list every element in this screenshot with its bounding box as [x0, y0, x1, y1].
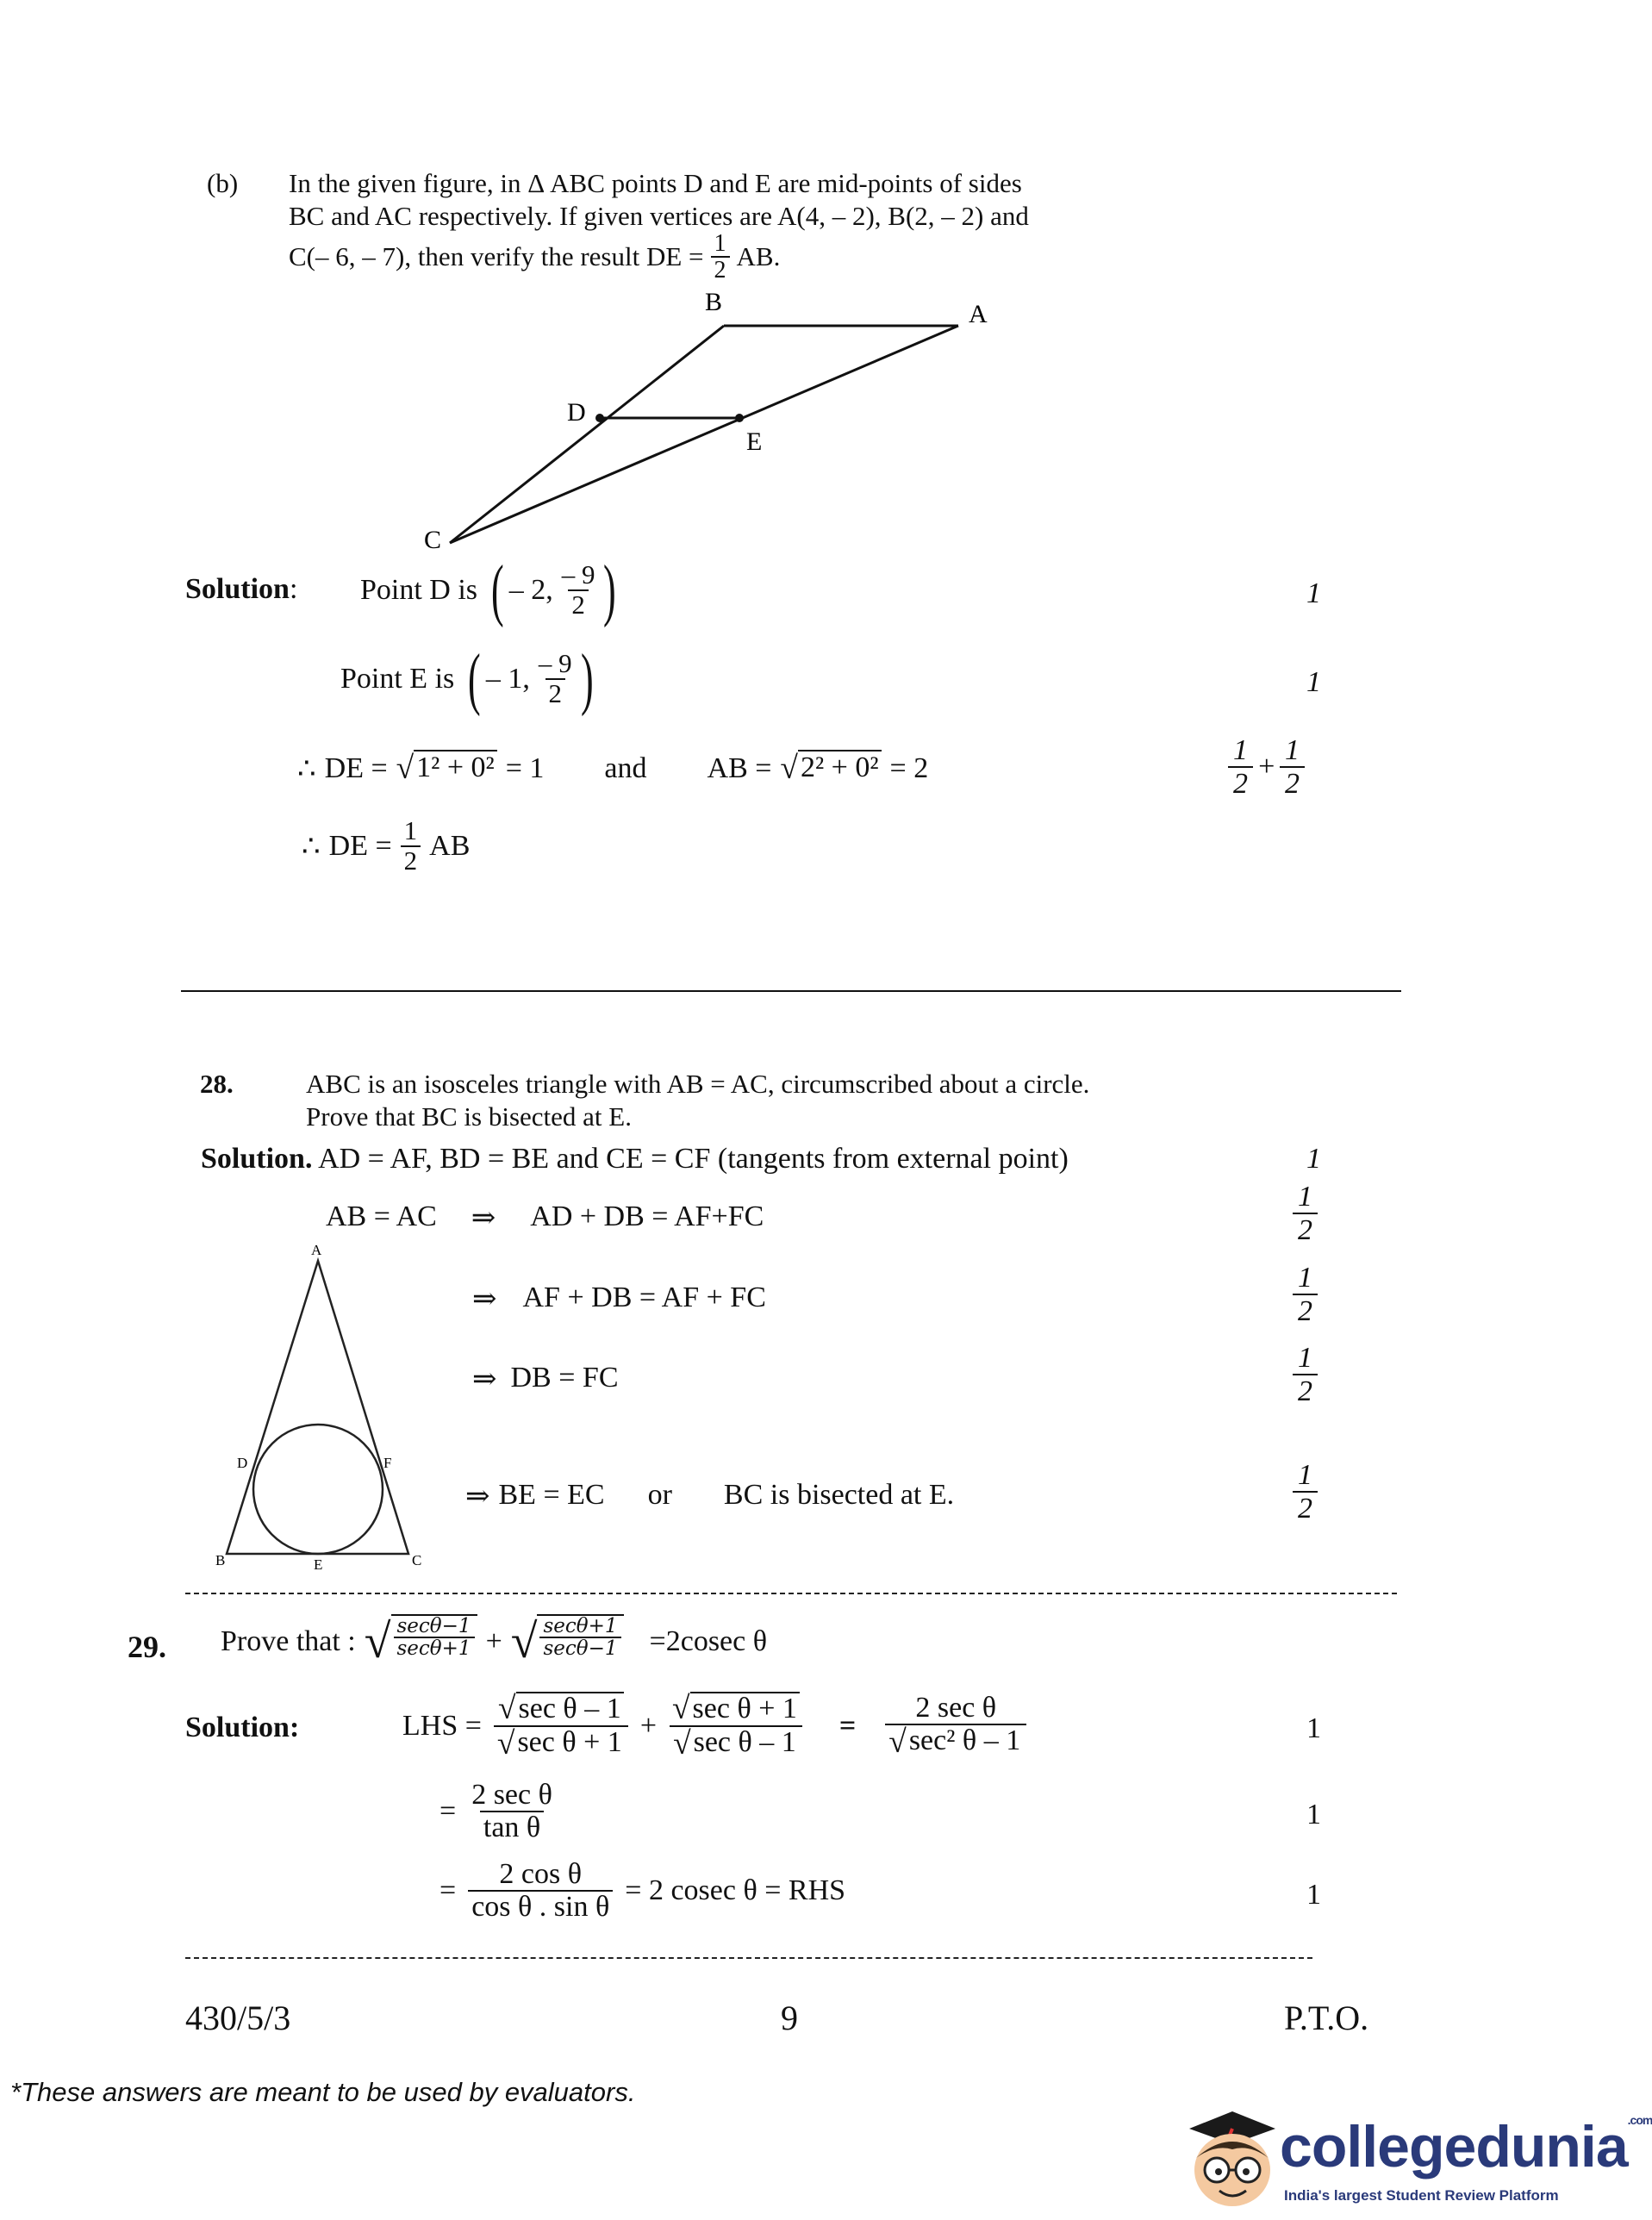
solution-label-colon: :: [289, 573, 298, 605]
solution-label: Solution.: [201, 1143, 313, 1175]
mark-point-d: 1: [1306, 577, 1321, 609]
step1-result: AD + DB = AF+FC: [530, 1200, 764, 1232]
step4-conclusion: BC is bisected at E.: [723, 1479, 955, 1511]
term1-den: secθ+1: [394, 1637, 475, 1659]
triangle-abc-figure: [414, 284, 1017, 569]
point-d-text: Point D is: [360, 574, 478, 606]
solution-29-label: Solution:: [185, 1712, 300, 1743]
de-label: DE =: [324, 751, 388, 784]
frac-a-num: sec θ – 1: [516, 1692, 624, 1725]
equals-sign: =: [439, 1874, 457, 1906]
mark-den: 2: [1293, 1213, 1318, 1246]
distance-line: [297, 750, 928, 787]
mark-num: 1: [1298, 1342, 1312, 1374]
equals-sign: =: [838, 1709, 857, 1742]
mark-den: 2: [1293, 1374, 1318, 1407]
label-a: A: [311, 1242, 322, 1258]
mark-step1: [1293, 1181, 1318, 1247]
brand-tagline: India's largest Student Review Platform: [1284, 2187, 1559, 2204]
evaluator-note: *These answers are meant to be used by evaluators.: [10, 2077, 636, 2107]
step2-line: [472, 1281, 766, 1316]
solution-28-line: [201, 1143, 1069, 1175]
therefore-symbol: ∴: [297, 752, 316, 785]
implies-arrow: ⇒: [472, 1283, 497, 1315]
step2-line: [439, 1780, 556, 1843]
point-e-x: – 1,: [485, 663, 530, 695]
point-e-coords: ( – 1, $\frac{- 9}{2}$ ): [468, 641, 594, 717]
mark-num: 1: [1298, 1262, 1312, 1294]
pto-text: P.T.O.: [1284, 1999, 1369, 2037]
step4-line: [465, 1479, 954, 1513]
point-d-y-num: – 9: [561, 559, 595, 590]
fraction-numerator: 1: [403, 815, 418, 845]
term2-num: secθ+1: [543, 1615, 618, 1637]
conclusion-line: [302, 817, 470, 875]
mark-step4: [1293, 1459, 1318, 1525]
mark-half-2: [1280, 734, 1305, 801]
brand-suffix: .com: [1627, 2113, 1652, 2127]
solution-28-text: AD = AF, BD = BE and CE = CF (tangents from external point): [318, 1143, 1069, 1175]
term1-sqrt: √ $\frac{\sec\theta-1}{\sec\theta+1}$: [365, 1614, 477, 1669]
fraction-denominator: 2: [401, 845, 421, 876]
step2-num: 2 sec θ: [471, 1779, 552, 1811]
question-29-statement: [221, 1614, 767, 1669]
mark-29-step3: 1: [1306, 1879, 1321, 1911]
or-text: or: [647, 1479, 672, 1511]
point-e: [735, 414, 744, 422]
label-c: C: [412, 1552, 422, 1568]
page-number: 9: [781, 1999, 798, 2037]
step1-lhs: [402, 1691, 1026, 1762]
step2-frac: [468, 1780, 556, 1843]
mark-29-step2: 1: [1306, 1799, 1321, 1830]
incircle: [253, 1425, 383, 1554]
mark-29-step1: 1: [1306, 1712, 1321, 1744]
step1-frac-b: √ sec θ + 1 √ sec θ – 1: [669, 1691, 803, 1762]
mark-plus: +: [1256, 751, 1276, 783]
label-f: F: [383, 1455, 392, 1471]
mark-num: 1: [1233, 734, 1248, 766]
label-d: D: [237, 1455, 248, 1471]
side-bc: [450, 326, 724, 543]
step2-text: AF + DB = AF + FC: [522, 1281, 766, 1313]
step3-frac: [468, 1859, 613, 1922]
implies-arrow: ⇒: [465, 1481, 490, 1512]
question-text-line3-post: AB.: [736, 241, 781, 272]
side-ac: [450, 326, 958, 543]
term2-sqrt: √ $\frac{\sec\theta+1}{\sec\theta-1}$: [511, 1614, 624, 1669]
triangle-abc: [227, 1261, 408, 1554]
question-label-b: (b): [207, 168, 239, 198]
mark-num: 1: [1298, 1181, 1312, 1213]
fraction-numerator: 1: [714, 230, 726, 257]
mark-step2: [1293, 1262, 1318, 1328]
conclusion-ab: AB: [429, 829, 471, 862]
mark-den: 2: [1293, 1294, 1318, 1327]
question-text-line1: In the given figure, in Δ ABC points D and E are mid-points of sides: [289, 168, 1022, 198]
equals-sign: =: [439, 1794, 457, 1827]
prove-text: Prove that :: [221, 1625, 356, 1657]
mark-num: 1: [1284, 734, 1300, 766]
label-b: B: [705, 288, 723, 316]
and-text: and: [604, 751, 647, 784]
step3-num: 2 cos θ: [499, 1858, 583, 1890]
plus-sign: +: [485, 1625, 502, 1657]
point-d-coords: ( – 2, $\frac{- 9}{2}$ ): [491, 552, 617, 628]
label-a: A: [969, 300, 988, 328]
dashed-divider-2: [185, 1957, 1312, 1959]
implies-arrow: ⇒: [471, 1202, 496, 1234]
label-e: E: [314, 1556, 323, 1573]
point-e-line: [340, 641, 598, 717]
mark-step3: [1293, 1342, 1318, 1408]
point-e-text: Point E is: [340, 663, 455, 695]
de-value: = 1: [505, 751, 545, 784]
mark-half-1: [1228, 734, 1253, 801]
question-fraction-half: [711, 231, 730, 284]
question-number-29: 29.: [128, 1630, 166, 1664]
question-text-line3-pre: C(– 6, – 7), then verify the result DE =: [289, 241, 704, 272]
step1-line: [326, 1200, 764, 1235]
step4-text: BE = EC: [498, 1479, 605, 1511]
frac-c-num: 2 sec θ: [915, 1692, 997, 1724]
step3-den: cos θ . sin θ: [468, 1890, 613, 1923]
conclusion-half: [401, 817, 421, 875]
point-d-x: – 2,: [508, 574, 553, 606]
dashed-divider-1: [185, 1593, 1397, 1594]
plus-sign: +: [639, 1709, 657, 1742]
ab-label: AB =: [707, 751, 772, 784]
paper-code: 430/5/3: [185, 1999, 291, 2037]
question-text-line2: BC and AC respectively. If given vertices are A(4, – 2), B(2, – 2) and: [289, 201, 1029, 231]
term1-num: secθ−1: [396, 1615, 471, 1637]
isosceles-triangle-figure: [207, 1237, 448, 1573]
step3-text: DB = FC: [510, 1362, 619, 1394]
mark-num: 1: [1298, 1459, 1312, 1491]
brand-name: [1280, 2113, 1652, 2180]
ab-value: = 2: [889, 751, 929, 784]
question-28-line2: Prove that BC is bisected at E.: [306, 1101, 632, 1132]
point-d-line: [360, 552, 621, 628]
point-d: [595, 414, 604, 422]
point-d-y-den: 2: [568, 589, 589, 620]
label-e: E: [746, 427, 763, 456]
lhs-text: LHS =: [402, 1709, 482, 1742]
label-d: D: [567, 398, 586, 427]
brand-name-text: collegedunia: [1280, 2114, 1628, 2179]
question-28-line1: ABC is an isosceles triangle with AB = AC, circumscribed about a circle.: [306, 1069, 1090, 1099]
point-e-y: [535, 650, 576, 708]
solution-label-text: Solution: [185, 573, 290, 605]
conclusion-de: DE =: [328, 829, 392, 862]
point-d-y: [558, 561, 599, 619]
question-text-line3: [289, 231, 780, 284]
frac-b-den: sec θ – 1: [693, 1726, 796, 1759]
fraction-denominator: 2: [711, 256, 730, 283]
ab-sqrt: √ 2² + 0²: [780, 750, 881, 787]
implies-arrow: ⇒: [472, 1363, 497, 1395]
solution-label: [185, 573, 297, 606]
step3-line: [439, 1859, 845, 1922]
step3-result: = 2 cosec θ = RHS: [625, 1874, 846, 1906]
rhs-text: =2cosec θ: [649, 1625, 768, 1657]
mark-distance: [1228, 734, 1305, 801]
term2-den: secθ−1: [539, 1637, 620, 1659]
point-e-y-num: – 9: [538, 648, 572, 679]
frac-c-den: sec² θ – 1: [908, 1724, 1021, 1757]
label-b: B: [215, 1552, 226, 1568]
label-c: C: [424, 526, 442, 554]
mark-tangents: 1: [1306, 1143, 1321, 1175]
mark-point-e: 1: [1306, 666, 1321, 698]
step3-line: [472, 1362, 619, 1396]
point-e-y-den: 2: [545, 678, 566, 708]
step1-frac-a: √ sec θ – 1 √ sec θ + 1: [494, 1691, 628, 1762]
therefore-symbol: ∴: [302, 830, 321, 863]
mark-den: 2: [1228, 766, 1253, 800]
section-divider: [181, 990, 1401, 992]
step2-den: tan θ: [480, 1811, 544, 1843]
de-radicand: 1² + 0²: [414, 750, 497, 787]
frac-b-num: sec θ + 1: [690, 1692, 800, 1725]
mark-den: 2: [1280, 766, 1305, 800]
mascot-logo-icon: [1172, 2094, 1284, 2215]
step1-frac-c: 2 sec θ √ sec² θ – 1: [885, 1693, 1026, 1760]
frac-a-den: sec θ + 1: [517, 1726, 622, 1759]
de-sqrt: √ 1² + 0²: [396, 750, 497, 787]
step1-premise: AB = AC: [326, 1200, 437, 1232]
ab-radicand: 2² + 0²: [798, 750, 882, 787]
mark-den: 2: [1293, 1491, 1318, 1525]
question-number-28: 28.: [200, 1069, 234, 1099]
